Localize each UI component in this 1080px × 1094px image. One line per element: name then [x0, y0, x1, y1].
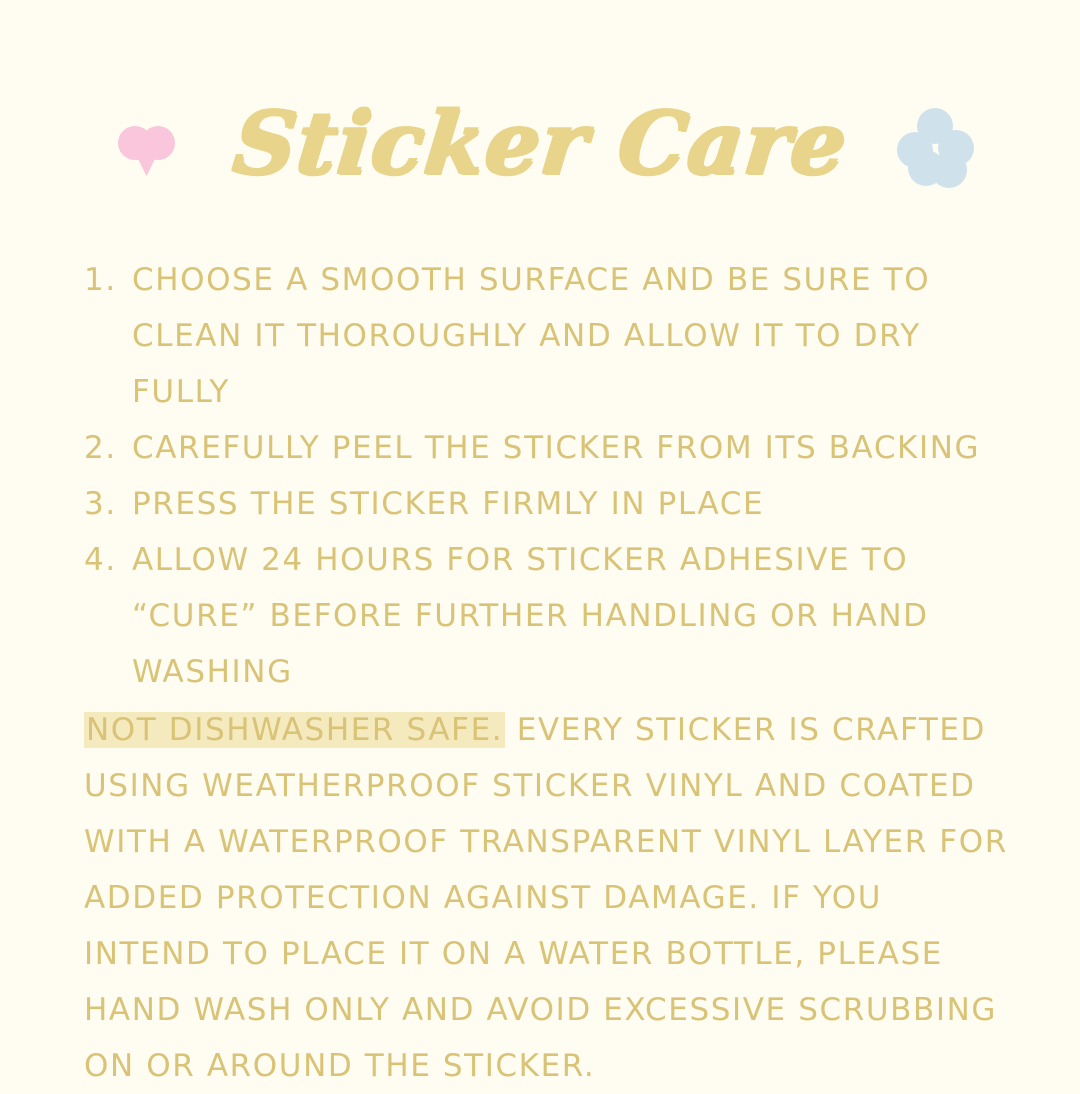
list-item — [84, 420, 1014, 476]
list-item — [84, 476, 1014, 532]
step-text: CHOOSE A SMOOTH SURFACE AND BE SURE TO CLEAN IT THOROUGHLY AND ALLOW IT TO DRY FULLY — [132, 262, 931, 410]
step-number: 2. — [84, 430, 117, 466]
dishwasher-warning: NOT DISHWASHER SAFE. — [86, 712, 504, 748]
step-number: 3. — [84, 486, 117, 522]
page-title: Sticker Care — [228, 92, 852, 194]
care-note-body: EVERY STICKER IS CRAFTED USING WEATHERPROOF STICKER VINYL AND COATED WITH A WATERPROOF TRANSPARENT VINYL LAYER FOR ADDED PROTECTION AGAINST DAMAGE. IF YOU INTEND TO PLACE IT ON A WATER BOTTLE, PLEASE HAND WASH ONLY AND AVOID EXCESSIVE SCRUBBING ON OR AROUND THE STICKER. — [84, 712, 1008, 1084]
list-item — [84, 532, 1014, 700]
list-item — [84, 252, 1014, 420]
step-text: CAREFULLY PEEL THE STICKER FROM ITS BACKING — [132, 430, 981, 466]
step-number: 4. — [84, 542, 117, 578]
care-instructions — [84, 252, 1014, 1094]
flower-icon — [897, 108, 975, 186]
step-text: PRESS THE STICKER FIRMLY IN PLACE — [132, 486, 765, 522]
steps-list — [84, 252, 1014, 700]
care-note — [84, 702, 1014, 1094]
step-number: 1. — [84, 262, 117, 298]
step-text: ALLOW 24 HOURS FOR STICKER ADHESIVE TO “CURE” BEFORE FURTHER HANDLING OR HAND WASHING — [132, 542, 929, 690]
